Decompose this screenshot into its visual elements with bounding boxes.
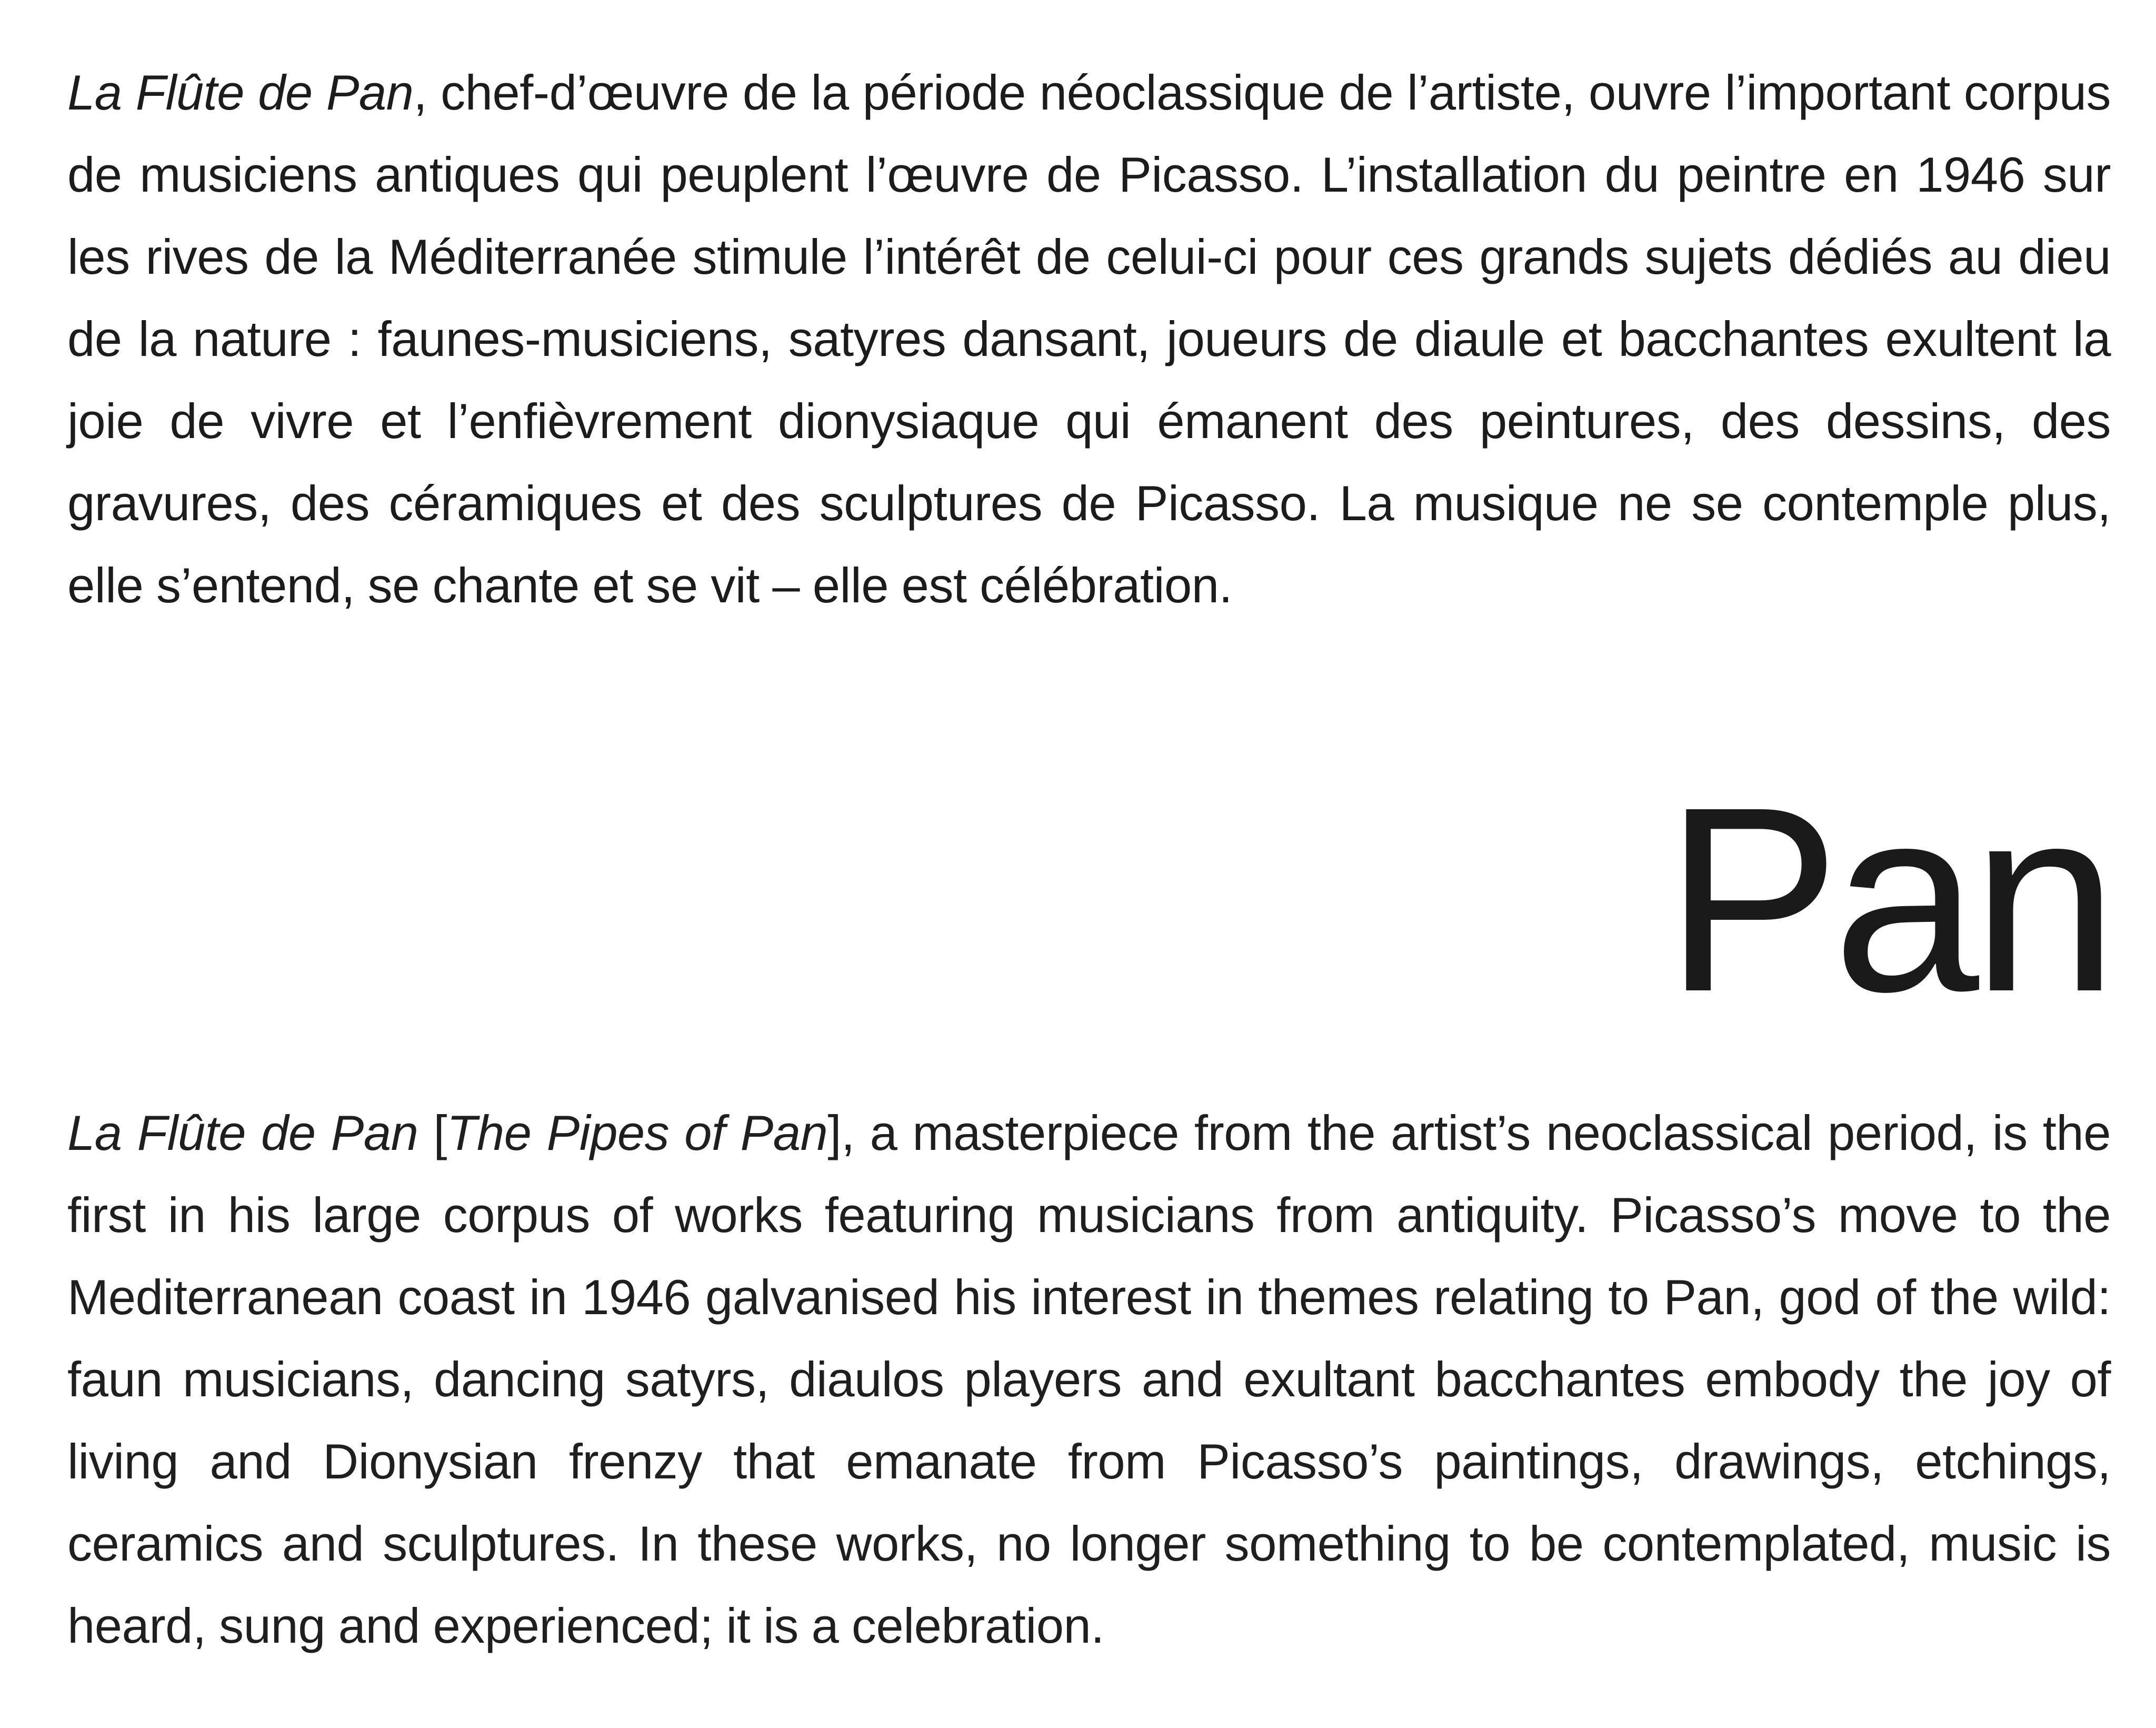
english-artwork-translation: The Pipes of Pan [447, 1105, 828, 1160]
heading-container [67, 752, 2111, 1046]
english-paragraph-body: , a masterpiece from the artist’s neoclassical period, is the first in his large corpus of works featuring musicians from antiquity. Picasso’s move to the Mediterranean coast in 1946 galvanised his interest in themes relating to Pan, god of the wild: faun musicians, dancing satyrs, diaulos players and exultant bacchantes embody the joy of living and Dionysian frenzy that emanate from Picasso’s paintings, drawings, etchings, ceramics and sculptures. In these works, no longer something to be contemplated, music is heard, sung and experienced; it is a celebration. [67, 1105, 2111, 1653]
english-bracket-close: ] [827, 1105, 841, 1160]
french-paragraph-body: , chef-d’œuvre de la période néoclassique de l’artiste, ouvre l’important corpus de musiciens antiques qui peuplent l’œuvre de Picasso. L’installation du peintre en 1946 sur les rives de la Méditerranée stimule l’intérêt de celui-ci pour ces grands sujets dédiés au dieu de la nature : faunes-musiciens, satyres dansant, joueurs de diaule et bacchantes exultent la joie de vivre et l’enfièvrement dionysiaque qui émanent des peintures, des dessins, des gravures, des céramiques et des sculptures de Picasso. La musique ne se contemple plus, elle s’entend, se chante et se vit – elle est célébration. [67, 65, 2111, 613]
french-artwork-title: La Flûte de Pan [67, 65, 414, 120]
english-text-block [67, 1092, 2111, 1667]
french-text-block [67, 52, 2111, 627]
english-paragraph [67, 1092, 2111, 1667]
section-heading: Pan [1664, 752, 2111, 1046]
english-bracket-open: [ [418, 1105, 447, 1160]
english-artwork-title: La Flûte de Pan [67, 1105, 418, 1160]
french-paragraph [67, 52, 2111, 627]
